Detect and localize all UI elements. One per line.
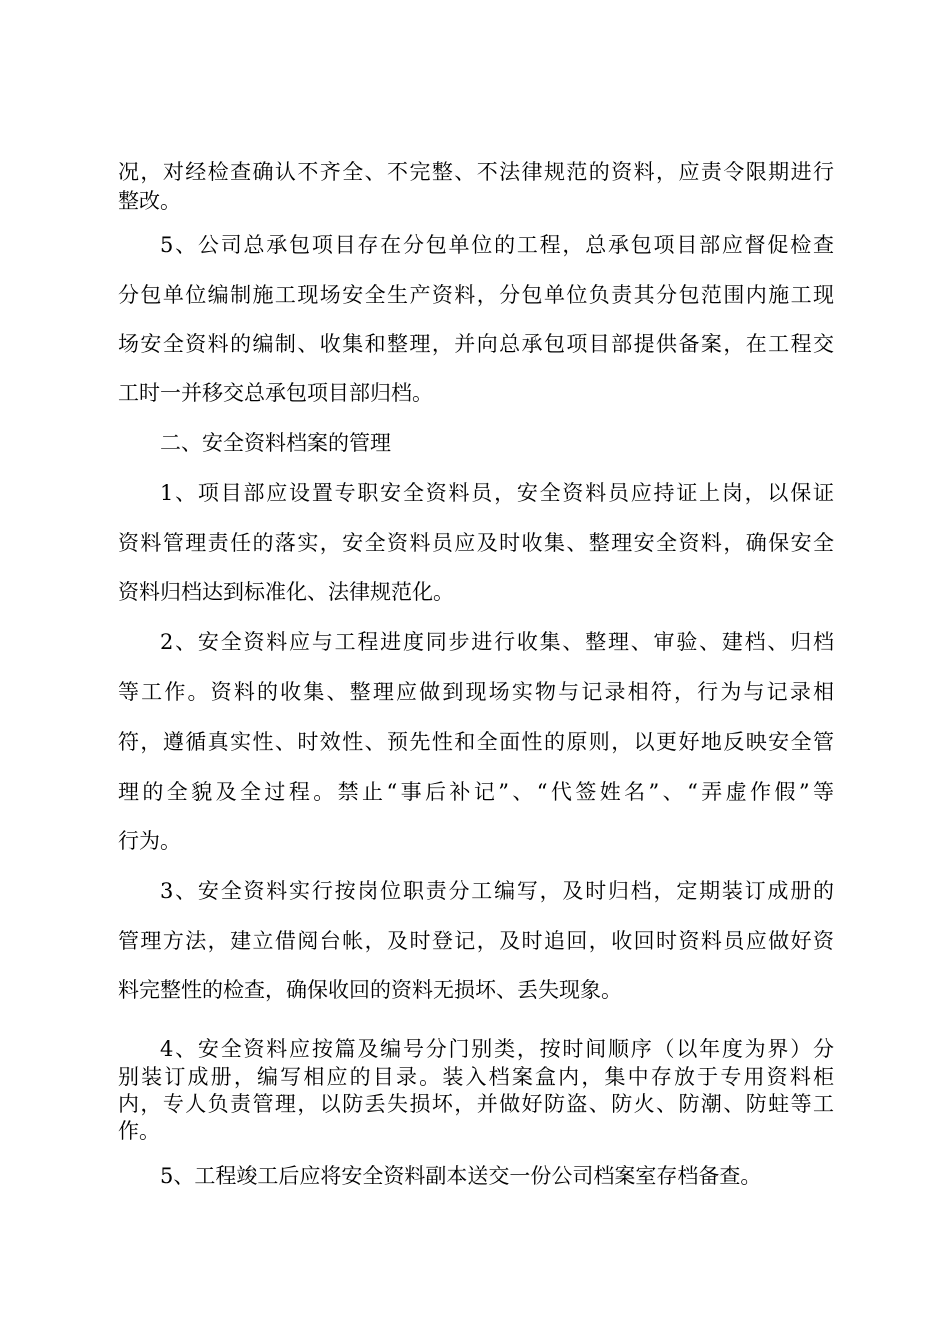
text-line: 4、安全资料应按篇及编号分门别类，按时间顺序（以年度为界）分 bbox=[160, 1037, 834, 1061]
text-line: 作。 bbox=[118, 1119, 160, 1143]
text-line: 料完整性的检查，确保收回的资料无损坏、丢失现象。 bbox=[118, 978, 622, 1002]
text-line: 行为。 bbox=[118, 829, 181, 853]
text-line: 况，对经检查确认不齐全、不完整、不法律规范的资料，应责令限期进行 bbox=[118, 160, 834, 184]
text-line: 资料管理责任的落实，安全资料员应及时收集、整理安全资料，确保安全 bbox=[118, 531, 834, 555]
text-line: 整改。 bbox=[118, 189, 181, 213]
text-line: 5、工程竣工后应将安全资料副本送交一份公司档案室存档备查。 bbox=[160, 1164, 762, 1188]
text-line: 符，遵循真实性、时效性、预先性和全面性的原则，以更好地反映安全管 bbox=[118, 730, 834, 754]
text-line: 工时一并移交总承包项目部归档。 bbox=[118, 381, 433, 405]
text-line: 别装订成册，编写相应的目录。装入档案盒内，集中存放于专用资料柜 bbox=[118, 1065, 834, 1089]
text-line: 等工作。资料的收集、整理应做到现场实物与记录相符，行为与记录相 bbox=[118, 680, 834, 704]
text-line: 3、安全资料实行按岗位职责分工编写，及时归档，定期装订成册的 bbox=[160, 879, 834, 903]
text-line: 分包单位编制施工现场安全生产资料，分包单位负责其分包范围内施工现 bbox=[118, 283, 834, 307]
text-line: 2、安全资料应与工程进度同步进行收集、整理、审验、建档、归档 bbox=[160, 630, 834, 654]
text-line: 内，专人负责管理，以防丢失损坏，并做好防盗、防火、防潮、防蛀等工 bbox=[118, 1092, 834, 1116]
section-heading: 二、安全资料档案的管理 bbox=[160, 431, 391, 455]
text-line: 理的全貌及全过程。禁止“事后补记”、“代签姓名”、“弄虚作假”等 bbox=[118, 780, 834, 804]
text-line: 5、公司总承包项目存在分包单位的工程，总承包项目部应督促检查 bbox=[160, 233, 834, 257]
text-line: 管理方法，建立借阅台帐，及时登记，及时追回，收回时资料员应做好资 bbox=[118, 929, 834, 953]
text-line: 1、项目部应设置专职安全资料员，安全资料员应持证上岗，以保证 bbox=[160, 481, 834, 505]
text-line: 场安全资料的编制、收集和整理，并向总承包项目部提供备案，在工程交 bbox=[118, 332, 834, 356]
text-line: 资料归档达到标准化、法律规范化。 bbox=[118, 580, 454, 604]
